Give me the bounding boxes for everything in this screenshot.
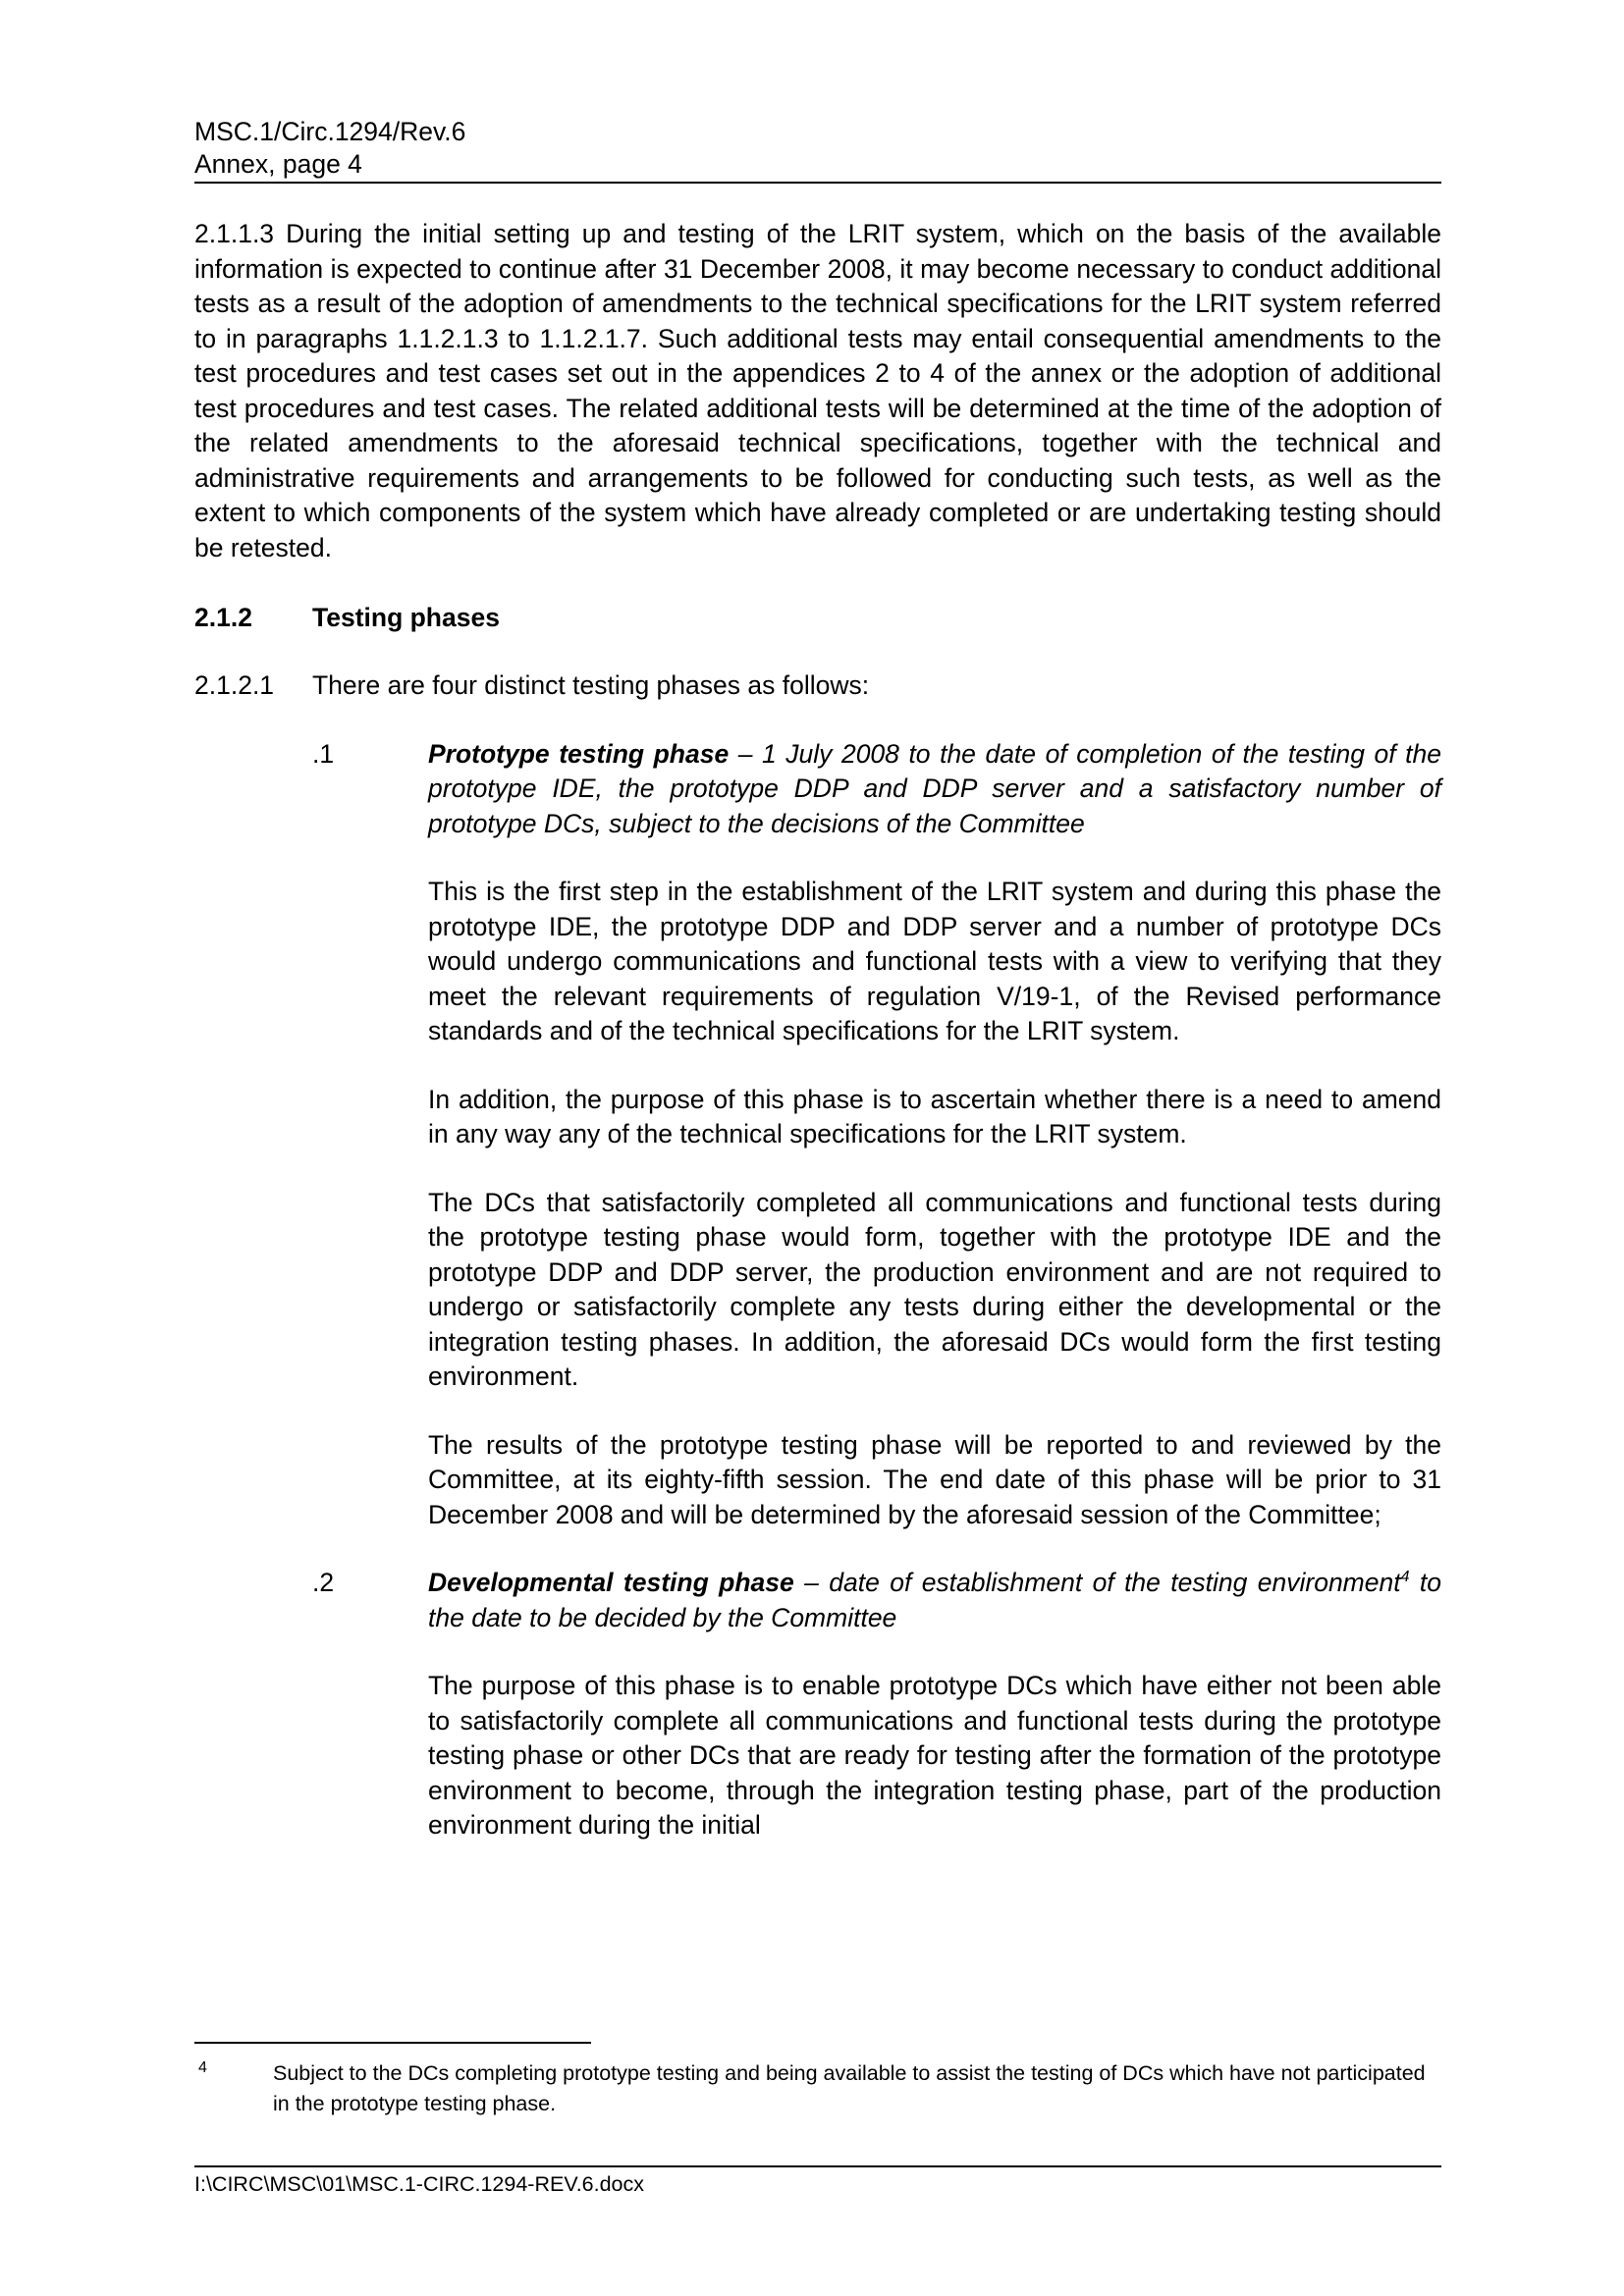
item-title-bold: Developmental testing phase bbox=[428, 1568, 794, 1597]
item-title-rest: – 1 July 2008 to the date of completion of the testing of the prototype IDE, the prototype DDP and DDP server and a satisfactory number of prototype DCs, subject to the decisions of the Committee bbox=[428, 738, 1441, 838]
item-title-mid: – date of establishment of the testing environment bbox=[793, 1568, 1401, 1597]
section-number: 2.1.2 bbox=[194, 603, 252, 632]
footer-file-path: I:\CIRC\MSC\01\MSC.1-CIRC.1294-REV.6.docx bbox=[194, 2172, 645, 2196]
footnote-separator bbox=[194, 2042, 591, 2044]
footnote-number: 4 bbox=[198, 2059, 207, 2076]
section-heading-2-1-2 bbox=[194, 601, 1441, 635]
list-marker: .1 bbox=[312, 738, 335, 769]
running-header bbox=[194, 116, 1441, 181]
item-paragraph: This is the first step in the establishment of the LRIT system and during this phase the prototype IDE, the prototype DDP and DDP server and a number of prototype DCs would undergo communications and functional tests with a view to verifying that they meet the relevant requirements of regulation V/19-1, of the Revised performance standards and of the technical specifications for the LRIT system. bbox=[428, 877, 1441, 1045]
header-rule bbox=[194, 182, 1441, 184]
document-reference: MSC.1/Circ.1294/Rev.6 bbox=[194, 117, 466, 146]
item-paragraph: The purpose of this phase is to enable prototype DCs which have either not been able to satisfactorily complete all communications and functional tests during the prototype testing phase or other DCs that are ready for testing after the formation of the prototype environment to become, through the integration testing phase, part of the production environment during the initial bbox=[428, 1671, 1441, 1840]
paragraph-2-1-1-3: 2.1.1.3 During the initial setting up and testing of the LRIT system, which on the basis of the available information is expected to continue after 31 December 2008, it may become necessary to conduct additional tests as a result of the adoption of amendments to the technical specifications for the LRIT system referred to in paragraphs 1.1.2.1.3 to 1.1.2.1.7. Such additional tests may entail consequential amendments to the test procedures and test cases set out in the appendices 2 to 4 of the annex or the adoption of additional test procedures and test cases. The related additional tests will be determined at the time of the adoption of the related amendments to the aforesaid technical specifications, together with the technical and administrative requirements and arrangements to be followed for conducting such tests, as well as the extent to which components of the system which have already completed or are undertaking testing should be retested. bbox=[194, 219, 1441, 562]
item-title bbox=[428, 1566, 1441, 1635]
item-paragraph: The DCs that satisfactorily completed all communications and functional tests during the prototype testing phase would form, together with the prototype IDE and the prototype DDP and DDP server, the production environment and are not required to undergo or satisfactorily complete any tests during either the developmental or the integration testing phases. In addition, the aforesaid DCs would form the first testing environment. bbox=[428, 1187, 1441, 1391]
footnote bbox=[194, 2058, 1441, 2119]
list-item-prototype-testing bbox=[194, 737, 1441, 1533]
item-title-end: to the date to be decided by the Committee bbox=[428, 1568, 1441, 1632]
paragraph-text: There are four distinct testing phases as follows: bbox=[312, 670, 870, 700]
list-marker: .2 bbox=[312, 1568, 335, 1597]
paragraph-number: 2.1.2.1 bbox=[194, 670, 275, 700]
item-paragraph: In addition, the purpose of this phase is to ascertain whether there is a need to amend in any way any of the technical specifications for the LRIT system. bbox=[428, 1084, 1441, 1148]
footnote-text: Subject to the DCs completing prototype testing and being available to assist the testing of DCs which have not participated in the prototype testing phase. bbox=[273, 2061, 1426, 2115]
footnote-reference[interactable]: 4 bbox=[1400, 1569, 1410, 1585]
section-title: Testing phases bbox=[312, 603, 500, 632]
item-paragraph: The results of the prototype testing phase will be reported to and reviewed by the Committee, at its eighty-fifth session. The end date of this phase will be prior to 31 December 2008 and will be determined by the aforesaid session of the Committee; bbox=[428, 1429, 1441, 1529]
list-item-developmental-testing bbox=[194, 1566, 1441, 1843]
paragraph-2-1-2-1 bbox=[194, 668, 1441, 704]
footer-rule bbox=[194, 2165, 1441, 2167]
page-body bbox=[194, 116, 1441, 1843]
page-label: Annex, page 4 bbox=[194, 149, 362, 179]
item-title bbox=[428, 737, 1441, 842]
item-title-bold: Prototype testing phase bbox=[428, 738, 730, 769]
